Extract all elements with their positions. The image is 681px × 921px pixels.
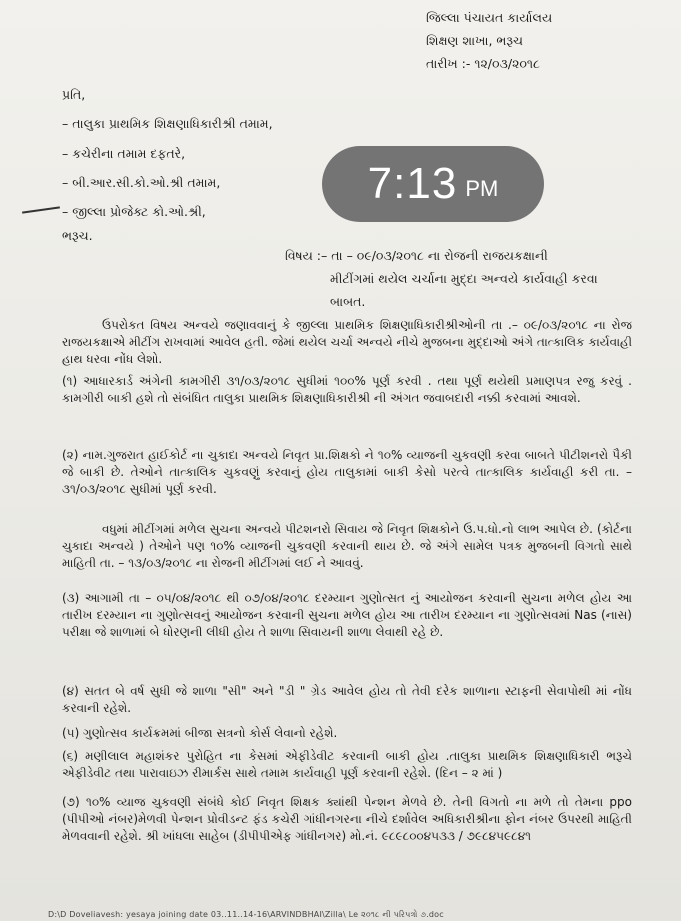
clock-time: 7:13	[367, 159, 458, 208]
recipient-line: – બી.આર.સી.કો.ઓ.શ્રી તમામ,	[62, 175, 221, 190]
point-7: (૭) ૧૦% વ્યાજ ચુકવણી સંબંધે કોઈ નિવૃત શિક્ષક ક્યાંથી પેન્શન મેળવે છે. તેની વિગતો ના મળે તો તેમના ppo (પીપીઓ નંબર)મેળવી પેન્શન પ્રોવીડન્ટ ફંડ કચેરી ગાંધીનગરના નીચે દર્શાવેલ અધિકારીશ્રીના ફોન નંબર ઉપરથી માહિતી મેળવવાની રહેશે. શ્રી ખાંધલા સાહેબ (ડીપીપીએફ ગાંધીનગર) મો.નં. ૯૮૯૮૦૦૪૫૩૩ / ૭૯૮૪૫૯૮૪૧	[62, 795, 632, 843]
point-3: (૩) આગામી તા – ૦૫/૦૪/૨૦૧૮ થી ૦૭/૦૪/૨૦૧૮ દરમ્યાન ગુણોત્સત નું આયોજન કરવાની સુચના મળેલ હોય આ તારીખ દરમ્યાન ના ગુણોત્સવનું આયોજન કરવાની સુચના મળેલ હોય આ તારીખ દરમ્યાન ના ગુણોત્સવમાં Nas (નાસ) પરીક્ષા જે શાળામાં બે ધોરણની લીધી હોય તે શાળા સિવાયની શાળા લેવાથી રહે છે.	[62, 591, 632, 639]
office-name: જિલ્લા પંચાયત કાર્યાલય	[426, 10, 553, 25]
recipient-line: – કચેરીના તમામ દફતરે,	[62, 146, 186, 161]
subject-line: વિષય :– તા – ૦૯/૦૩/૨૦૧૮ ના રોજની રાજયકક્ષાની	[285, 248, 548, 263]
point-6: (૬) મણીલાલ મહાશંકર પુરોહિત ના કેસમાં એફીડેવીટ કરવાની બાકી હોય .તાલુકા પ્રાથમિક શિક્ષણાધિકારી ભરૂચે એફીડેવીટ તથા પારાવાઇઝ રીમાર્કસ સાથે તમામ કાર્યવાહી પૂર્ણ કરવાની રહેશે. (દિન – ૨ માં )	[62, 749, 632, 780]
recipient-city: ભરૂચ.	[62, 228, 93, 243]
subject-line: મીટીંગમાં થયેલ ચર્ચાના મુદ્દા અન્વયે કાર્યવાહી કરવા	[330, 271, 598, 286]
clock-overlay	[322, 146, 544, 222]
recipient-line: – તાલુકા પ્રાથમિક શિક્ષણાધિકારીશ્રી તમામ,	[62, 116, 273, 131]
prati-label: પ્રતિ,	[62, 87, 86, 102]
file-path-footer: D:\D Doveliavesh: yesaya joining date 03..11..14-16\ARVINDBHAI\Zilla\ Le ૨૦૧૮ ની પરિપત્રો ૭.doc	[48, 910, 444, 919]
intro-paragraph: ઉપરોકત વિષય અન્વયે જણાવવાનું કે જીલ્લા પ્રાથમિક શિક્ષણાધિકારીશ્રીઓની તા .– ૦૯/૦૩/૨૦૧૮ ના રોજ રાજયકક્ષાએ મીટીંગ રાખવામાં આવેલ હતી. જેમાં થયેલ ચર્ચા અન્વયે નીચે મુજબના મુદ્દાઓ અંગે તાત્કાલિક કાર્યવાહી હાથ ધરવા નોંધ લેશો.	[62, 318, 633, 366]
letter-date: તારીખ :- ૧૨/૦૩/૨૦૧૮	[426, 56, 540, 71]
point-2: (૨) નામ.ગુજરાત હાઈકોર્ટ ના ચુકાદા અન્વયે નિવૃત પ્રા.શિક્ષકો ને ૧૦% વ્યાજની ચુકવણી કરવા બાબતે પીટીશનરો પૈકી જે બાકી છે. તેઓને તાત્કાલિક ચુકવણું કરવાનું હોય તાલુકામાં બાકી કેસો પરત્વે તાત્કાલિક કાર્યવાહી કરી તા. – ૩૧/૦૩/૨૦૧૮ સુધીમાં પૂર્ણ કરવી.	[62, 448, 632, 496]
point-4: (૪) સતત બે વર્ષ સુધી જે શાળા "સી" અને "ડી " ગ્રેડ આવેલ હોય તો તેવી દરેક શાળાના સ્ટાફની સેવાપોથી માં નોંધ કરવાની રહેશે.	[62, 684, 632, 715]
subject-line: બાબત.	[330, 294, 366, 309]
recipient-line: – જીલ્લા પ્રોજેક્ટ કો.ઓ.શ્રી,	[62, 204, 206, 219]
clock-ampm: PM	[465, 176, 499, 201]
point-2-continued: વધુમાં મીટીંગમાં મળેલ સુચના અન્વયે પીટશનરો સિવાય જે નિવૃત શિક્ષકોને ઉ.પ.ધો.નો લાભ આપેલ છે. (કોર્ટના ચુકાદા અન્વયે ) તેઓને પણ ૧૦% વ્યાજની ચુકવણી કરવાની થાય છે. જે અંગે સામેલ પત્રક મુજબની વિગતો સાથે માહિતી તા. – ૧૩/૦૩/૨૦૧૮ ના રોજની મીટીંગમાં લઈ ને આવવું.	[62, 522, 632, 570]
pen-mark	[22, 206, 60, 213]
point-1: (૧) આધારકાર્ડ અંગેની કામગીરી ૩૧/૦૩/૨૦૧૮ સુધીમાં ૧૦૦% પૂર્ણ કરવી . તથા પૂર્ણ થયેથી પ્રમાણપત્ર રજુ કરવું . કામગીરી બાકી હશે તો સંબંધિત તાલુકા પ્રાથમિક શિક્ષણાધિકારીશ્રી ની અંગત જવાબદારી નક્કી કરવામાં આવશે.	[62, 374, 632, 405]
point-5: (૫) ગુણોત્સવ કાર્યક્રમમાં બીજા સત્રનો કોર્સ લેવાનો રહેશે.	[62, 726, 338, 740]
branch-name: શિક્ષણ શાખા, ભરૂચ	[426, 33, 524, 48]
